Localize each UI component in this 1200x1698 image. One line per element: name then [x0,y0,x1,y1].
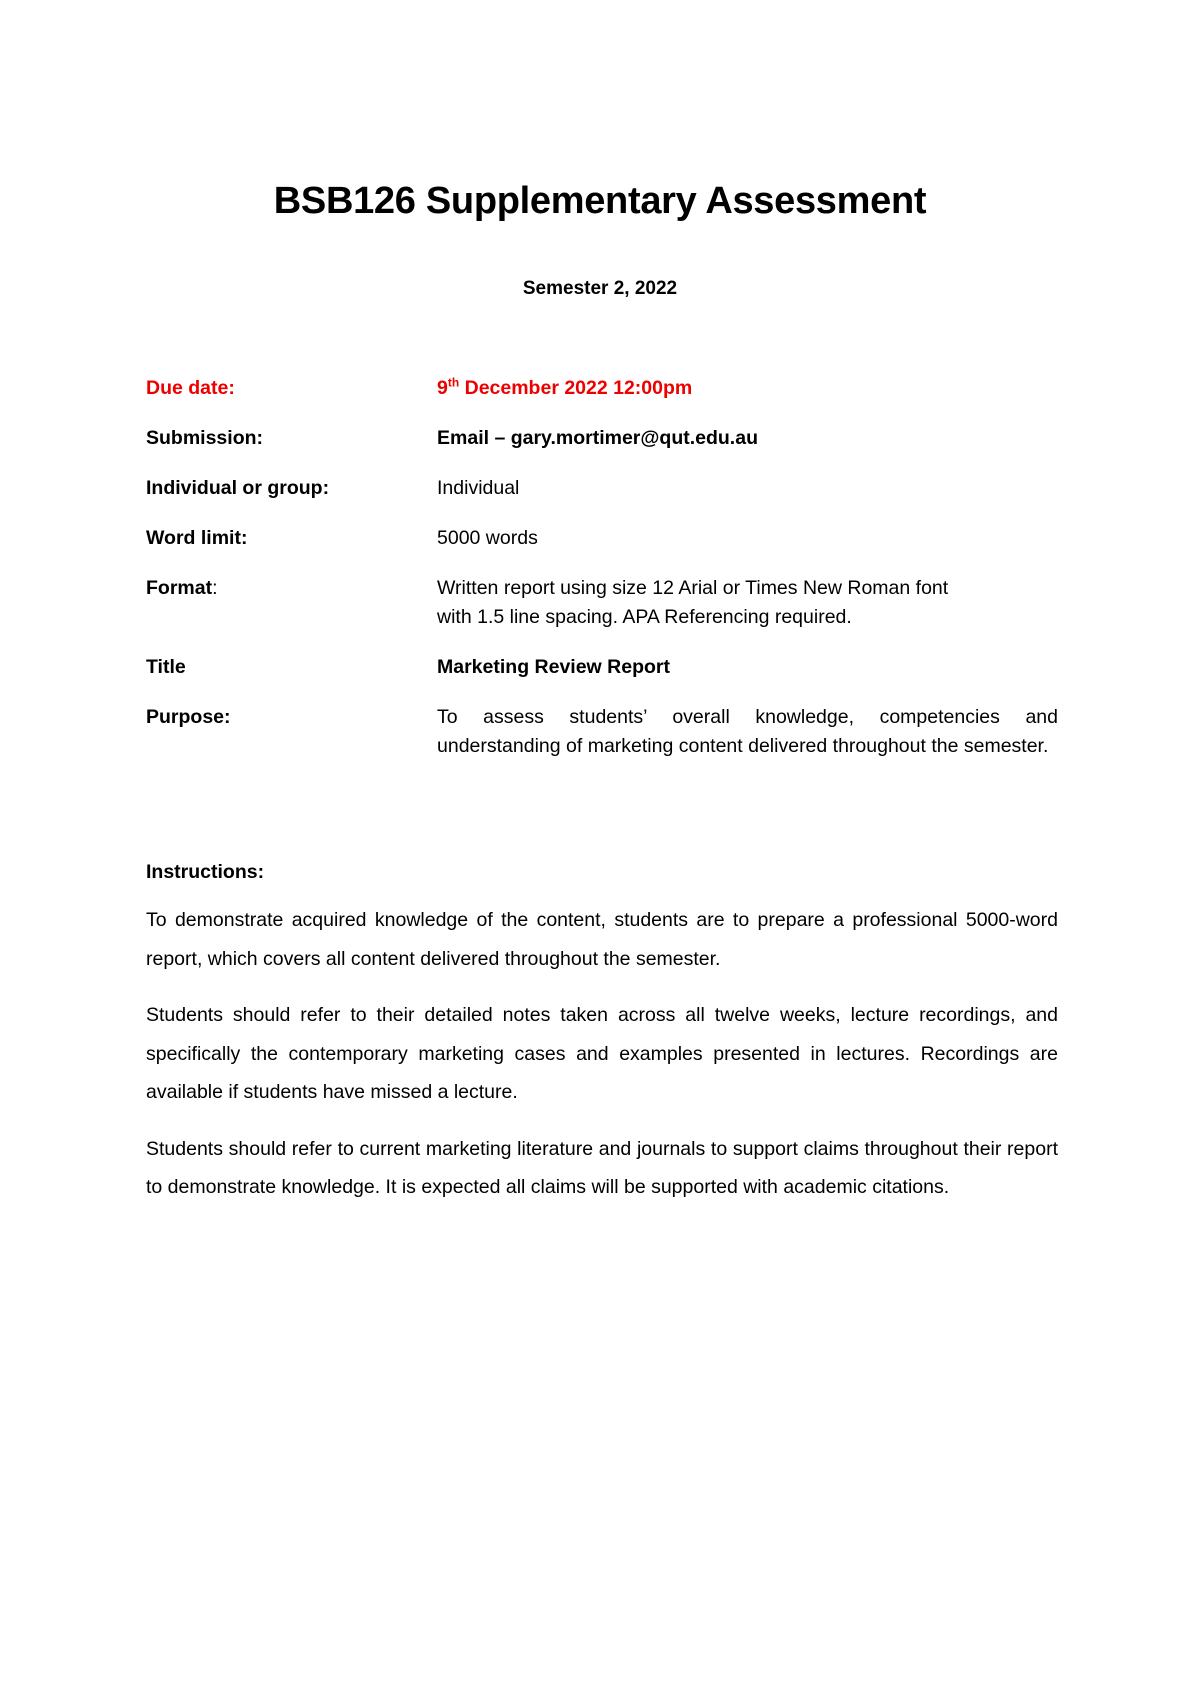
instructions-paragraph: Students should refer to current marketing literature and journals to support claims throughout their report to demonstrate knowledge. It is expected all claims will be supported with academic citations. [146,1137,1058,1198]
due-date-label: Due date: [146,377,235,399]
due-date-value [437,374,1058,403]
instructions-paragraph: To demonstrate acquired knowledge of the content, students are to prepare a professional 5000-word report, which covers all content delivered throughout the semester. [146,909,1058,970]
instructions-heading: Instructions: [146,861,265,883]
instructions-paragraph: Students should refer to their detailed notes taken across all twelve weeks, lecture recordings, and specifically the contemporary marketing cases and examples presented in lectures. Recordings are available if students have missed a lecture. [146,1004,1058,1103]
word-limit-label: Word limit: [146,527,248,549]
title-row [146,653,1058,682]
instructions-section [146,858,1058,1225]
individual-or-group-label: Individual or group: [146,477,330,499]
format-value-line-2: with 1.5 line spacing. APA Referencing required. [437,606,852,628]
due-date-day-suffix: th [447,375,460,390]
format-row [146,574,1058,632]
due-date-row [146,374,1058,403]
purpose-row [146,703,1058,761]
due-date-day: 9 [437,377,448,399]
format-label-colon: : [212,577,218,599]
format-value-line-1: Written report using size 12 Arial or Times New Roman font [437,577,949,599]
word-limit-value: 5000 words [437,527,538,549]
format-label [146,574,437,632]
assessment-details [146,374,1058,782]
title-label: Title [146,656,186,678]
submission-label: Submission: [146,427,264,449]
submission-row [146,424,1058,453]
format-label-text: Format [146,577,213,599]
semester-label: Semester 2, 2022 [522,278,678,299]
word-limit-row [146,524,1058,553]
individual-or-group-value: Individual [437,477,520,499]
submission-value: Email – gary.mortimer@qut.edu.au [437,427,758,449]
due-date-rest: December 2022 12:00pm [459,377,693,399]
purpose-value: To assess students’ overall knowledge, competencies and understanding of marketing content delivered throughout the semester. [437,706,1058,757]
format-value [437,574,1058,632]
individual-or-group-row [146,474,1058,503]
document-title: BSB126 Supplementary Assessment [273,180,927,222]
purpose-label: Purpose: [146,706,231,728]
title-value: Marketing Review Report [437,656,670,678]
